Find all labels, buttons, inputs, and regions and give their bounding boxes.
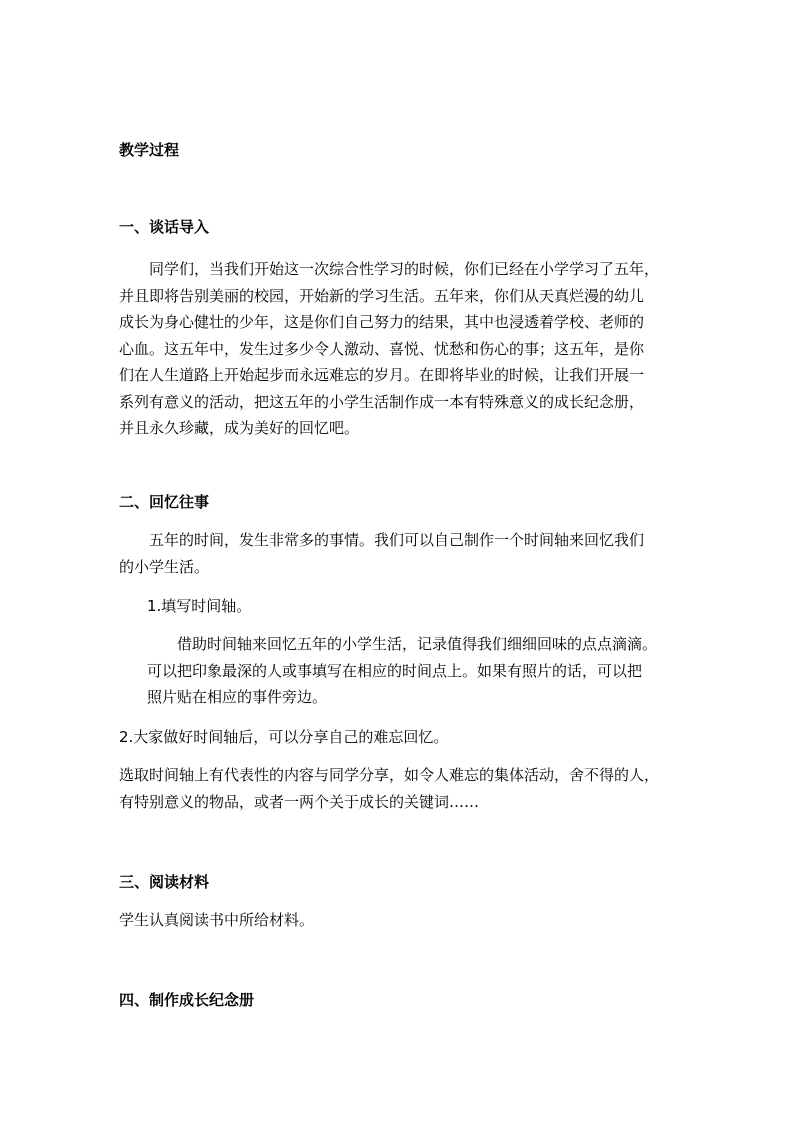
paragraph-intro: 同学们，当我们开始这一次综合性学习的时候，你们已经在小学学习了五年， 并且即将告别美丽的校园，开始新的学习生活。五年来，你们从天真烂漫的幼儿 成长为身心健壮的少年，这是你们自己努力的结果，其中也浸透着学校、老师的 心血。这五年中，发生过多少令人激动、喜悦、忧愁和伤心的事；这五年，是你 们在人生道路上开始起步而永远难忘的岁月。在即将毕业的时候，让我们开展一 系列有意义的活动，把这五年的小学生活制作成一本有特殊意义的成长纪念册， 并且永久珍藏，成为美好的回忆吧。 — [119, 260, 660, 437]
paragraph-memories-intro: 五年的时间，发生非常多的事情。我们可以自己制作一个时间轴来回忆我们 的小学生活。 — [119, 531, 645, 576]
list-item-timeline-step-1: 1.填写时间轴。 — [147, 597, 252, 615]
paragraph-reading: 学生认真阅读书中所给材料。 — [119, 911, 315, 929]
paragraph-timeline-description: 借助时间轴来回忆五年的小学生活，记录值得我们细细回味的点点滴滴。 可以把印象最深的人或事填写在相应的时间点上。如果有照片的话，可以把 照片贴在相应的事件旁边。 — [147, 635, 658, 706]
section-heading-intro: 一、谈话导入 — [119, 218, 210, 236]
section-heading-album: 四、制作成长纪念册 — [119, 991, 255, 1009]
list-item-timeline-step-2: 2.大家做好时间轴后，可以分享自己的难忘回忆。 — [119, 728, 449, 746]
section-heading-memories: 二、回忆往事 — [119, 493, 210, 511]
section-heading-reading: 三、阅读材料 — [119, 873, 210, 891]
paragraph-share-description: 选取时间轴上有代表性的内容与同学分享，如令人难忘的集体活动，舍不得的人， 有特别意义的物品，或者一两个关于成长的关键词…… — [119, 766, 660, 811]
document-title: 教学过程 — [119, 141, 180, 159]
